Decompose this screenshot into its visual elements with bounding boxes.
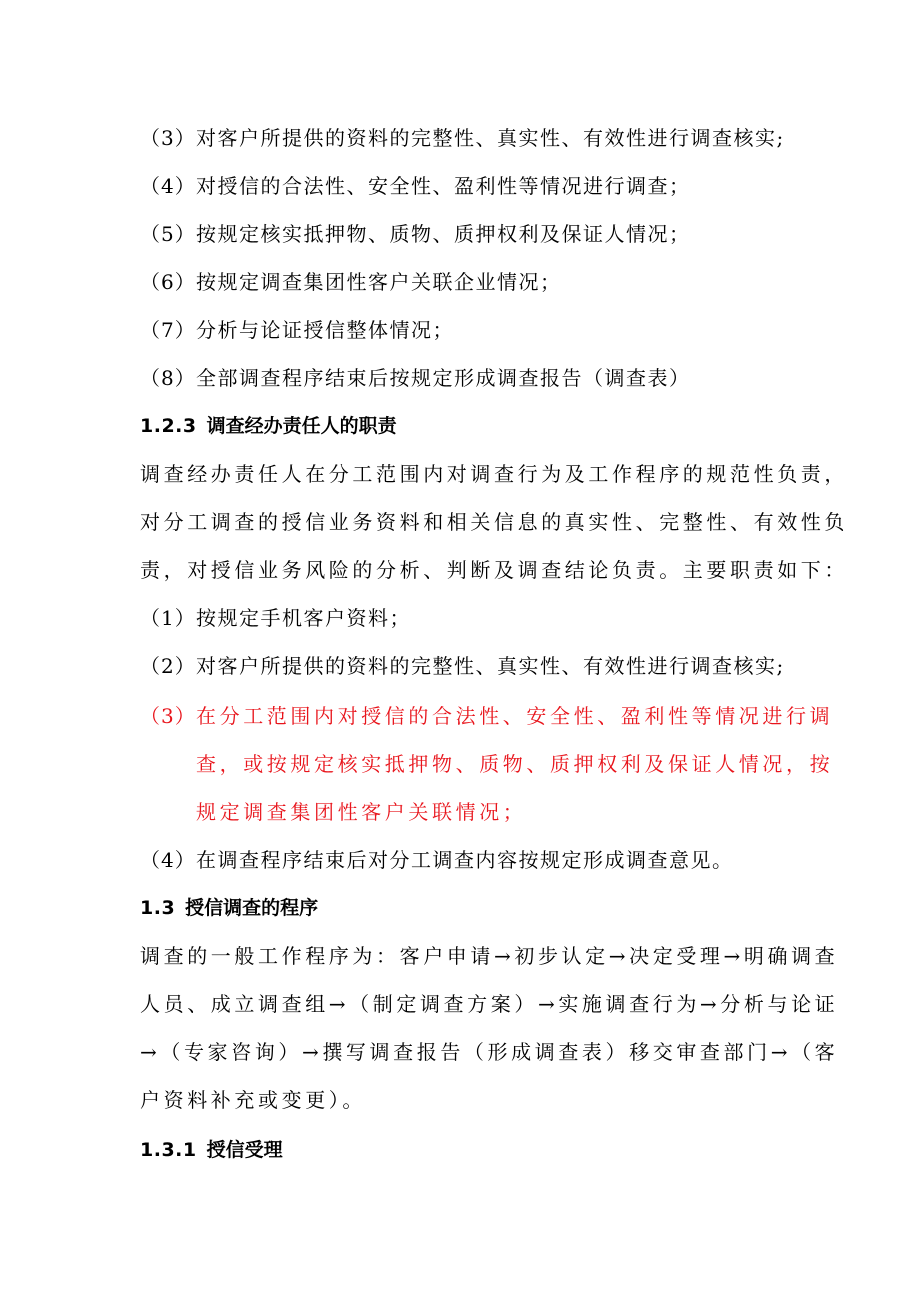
paragraph-line: 户资料补充或变更）。 xyxy=(140,1088,366,1112)
paragraph-line: 人员、成立调查组→（制定调查方案）→实施调查行为→分析与论证 xyxy=(140,992,839,1016)
item-number: （4） xyxy=(140,848,196,872)
highlighted-item-continuation: 查，或按规定核实抵押物、质物、质押权利及保证人情况，按 xyxy=(196,752,834,776)
list-item xyxy=(140,848,734,872)
item-text: 分析与论证授信整体情况； xyxy=(196,318,454,342)
list-item xyxy=(140,126,785,150)
section-number: 1.2.3 xyxy=(140,415,197,437)
item-text: 按规定调查集团性客户关联企业情况； xyxy=(196,270,562,294)
paragraph-line: 调查的一般工作程序为：客户申请→初步认定→决定受理→明确调查 xyxy=(140,944,839,968)
item-text: 在调查程序结束后对分工调查内容按规定形成调查意见。 xyxy=(196,848,734,872)
item-text: 对客户所提供的资料的完整性、真实性、有效性进行调查核实; xyxy=(196,126,785,150)
section-number: 1.3.1 xyxy=(140,1139,197,1161)
list-item xyxy=(140,606,411,630)
highlighted-item-continuation: 规定调查集团性客户关联情况； xyxy=(196,800,527,824)
item-text: 对授信的合法性、安全性、盈利性等情况进行调查； xyxy=(196,174,691,198)
section-title: 授信调查的程序 xyxy=(185,897,319,919)
section-heading-1-2-3 xyxy=(140,414,397,438)
item-number: （2） xyxy=(140,654,196,678)
paragraph-line: 对分工调查的授信业务资料和相关信息的真实性、完整性、有效性负 xyxy=(140,510,848,534)
item-number: （3） xyxy=(140,704,196,728)
section-title: 授信受理 xyxy=(206,1139,283,1161)
item-number: （8） xyxy=(140,366,196,390)
section-title: 调查经办责任人的职责 xyxy=(206,415,397,437)
item-number: （3） xyxy=(140,126,196,150)
item-number: （4） xyxy=(140,174,196,198)
item-text: 对客户所提供的资料的完整性、真实性、有效性进行调查核实; xyxy=(196,654,785,678)
list-item xyxy=(140,318,454,342)
paragraph-line: →（专家咨询）→撰写调查报告（形成调查表）移交审查部门→（客 xyxy=(140,1040,839,1064)
highlighted-list-item xyxy=(140,704,833,728)
item-text: 按规定核实抵押物、质物、质押权利及保证人情况； xyxy=(196,222,691,246)
item-text: 全部调查程序结束后按规定形成调查报告（调查表） xyxy=(196,366,691,390)
item-text: 按规定手机客户资料； xyxy=(196,606,411,630)
item-number: （1） xyxy=(140,606,196,630)
paragraph-line: 责，对授信业务风险的分析、判断及调查结论负责。主要职责如下： xyxy=(140,558,848,582)
list-item xyxy=(140,366,691,390)
section-number: 1.3 xyxy=(140,897,176,919)
list-item xyxy=(140,222,691,246)
item-number: （7） xyxy=(140,318,196,342)
list-item xyxy=(140,654,785,678)
paragraph-line: 调查经办责任人在分工范围内对调查行为及工作程序的规范性负责， xyxy=(140,462,848,486)
section-heading-1-3-1 xyxy=(140,1138,283,1162)
section-heading-1-3 xyxy=(140,896,318,920)
item-number: （6） xyxy=(140,270,196,294)
list-item xyxy=(140,174,691,198)
list-item xyxy=(140,270,562,294)
item-number: （5） xyxy=(140,222,196,246)
item-text: 在分工范围内对授信的合法性、安全性、盈利性等情况进行调 xyxy=(196,704,834,728)
